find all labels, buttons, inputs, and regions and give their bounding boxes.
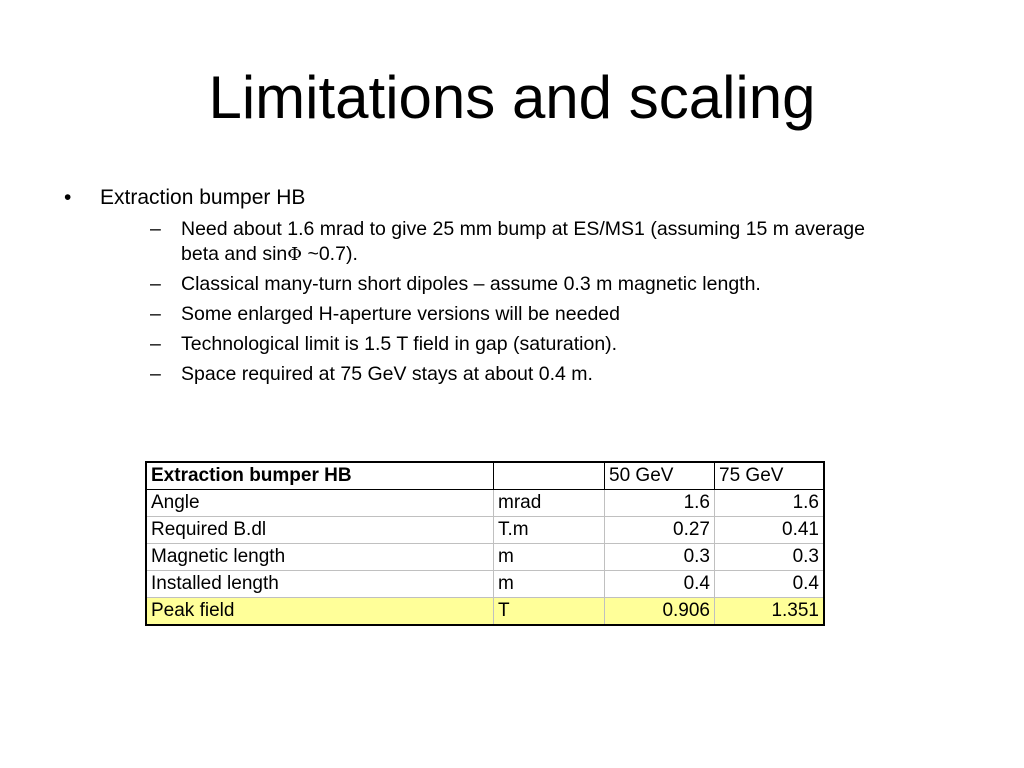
row-value-75gev: 0.4: [715, 571, 825, 598]
row-value-50gev: 0.906: [605, 598, 715, 626]
sub-bullet-item: [100, 362, 964, 387]
slide-title: Limitations and scaling: [208, 64, 816, 131]
sub-bullet-line2: [181, 242, 964, 267]
table-header-unit: [494, 462, 605, 490]
row-value-50gev: 0.4: [605, 571, 715, 598]
bumper-parameters-table: [145, 461, 825, 626]
row-unit: m: [494, 571, 605, 598]
dash-icon: –: [150, 218, 161, 240]
row-unit: m: [494, 544, 605, 571]
table-row: [146, 544, 824, 571]
row-value-75gev: 0.41: [715, 517, 825, 544]
sub-bullet-text: Classical many-turn short dipoles – assume 0.3 m magnetic length.: [181, 273, 761, 295]
sub-bullet-item: [100, 272, 964, 297]
table-row: [146, 571, 824, 598]
row-value-50gev: 0.3: [605, 544, 715, 571]
table-header-row: [146, 462, 824, 490]
sub-bullet-item: [100, 217, 964, 267]
sub-bullet-line1: Need about 1.6 mrad to give 25 mm bump at ES/MS1 (assuming 15 m average: [181, 218, 865, 240]
bullet-list: [64, 183, 964, 392]
row-value-75gev: 1.351: [715, 598, 825, 626]
row-label: Required B.dl: [146, 517, 494, 544]
table-row: [146, 517, 824, 544]
sub-bullet-item: [100, 302, 964, 327]
row-value-50gev: 1.6: [605, 490, 715, 517]
sub-bullet-text: Space required at 75 GeV stays at about 0.4 m.: [181, 363, 593, 385]
table-header-75gev: 75 GeV: [715, 462, 825, 490]
dash-icon: –: [150, 273, 161, 295]
dash-icon: –: [150, 363, 161, 385]
dash-icon: –: [150, 303, 161, 325]
sub-bullet-text: Technological limit is 1.5 T field in gap (saturation).: [181, 333, 618, 355]
sub-bullet-list: [100, 217, 964, 387]
row-unit: mrad: [494, 490, 605, 517]
sub-bullet-line2-suffix: ~0.7).: [302, 243, 358, 265]
row-unit: T.m: [494, 517, 605, 544]
table-header-label: Extraction bumper HB: [146, 462, 494, 490]
row-label: Magnetic length: [146, 544, 494, 571]
table-row: [146, 490, 824, 517]
sub-bullet-line2-prefix: beta and sin: [181, 243, 288, 265]
row-value-75gev: 0.3: [715, 544, 825, 571]
bullet-extraction-bumper: [64, 183, 964, 387]
table-header-50gev: 50 GeV: [605, 462, 715, 490]
bullet-dot-icon: •: [64, 186, 72, 209]
row-label: Peak field: [146, 598, 494, 626]
phi-symbol: Φ: [287, 244, 303, 265]
row-label: Angle: [146, 490, 494, 517]
bullet-main-text: Extraction bumper HB: [100, 186, 306, 209]
row-unit: T: [494, 598, 605, 626]
row-value-75gev: 1.6: [715, 490, 825, 517]
sub-bullet-text: Some enlarged H-aperture versions will be needed: [181, 303, 620, 325]
row-label: Installed length: [146, 571, 494, 598]
dash-icon: –: [150, 333, 161, 355]
sub-bullet-item: [100, 332, 964, 357]
row-value-50gev: 0.27: [605, 517, 715, 544]
table-row-highlighted: [146, 598, 824, 626]
